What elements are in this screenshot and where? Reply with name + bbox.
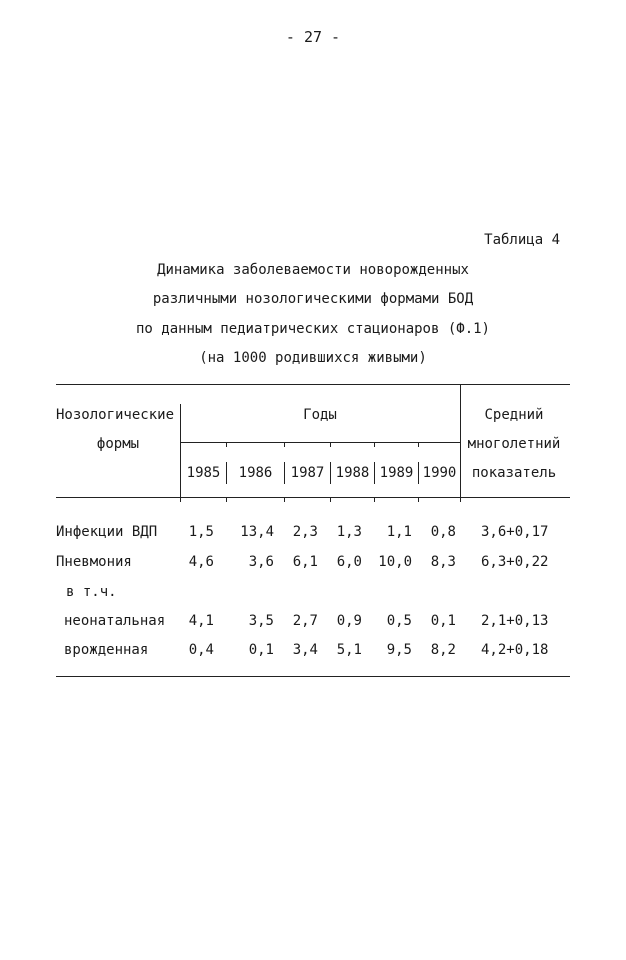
table-cell: 2,7 xyxy=(292,613,318,629)
rule-tick xyxy=(284,442,285,447)
table-cell: 0,1 xyxy=(430,613,456,629)
header-avg-line1: Средний xyxy=(484,407,544,423)
table-title-line-2: различными нозологическими формами БОД xyxy=(152,291,474,307)
table-cell: 2,3 xyxy=(292,524,318,540)
table-cell: 6,1 xyxy=(292,554,318,570)
table-cell: 4,1 xyxy=(188,613,214,629)
header-year: 1990 xyxy=(422,465,457,481)
table-cell: 9,5 xyxy=(386,642,412,658)
header-avg-line3: показатель xyxy=(471,465,557,481)
table-cell: 6,0 xyxy=(336,554,362,570)
table-cell: 1,5 xyxy=(188,524,214,540)
row-average: 2,1+0,13 xyxy=(481,613,549,629)
rule-tick xyxy=(226,442,227,447)
row-average: 3,6+0,17 xyxy=(481,524,549,540)
table-cell: 4,6 xyxy=(188,554,214,570)
header-col1-line2: формы xyxy=(96,436,140,452)
rule-tick xyxy=(180,497,181,502)
row-label: Инфекции ВДП xyxy=(56,524,158,540)
table-cell: 10,0 xyxy=(378,554,412,570)
header-year: 1985 xyxy=(186,465,221,481)
table-cell: 8,3 xyxy=(430,554,456,570)
table-cell: 5,1 xyxy=(336,642,362,658)
header-years-group: Годы xyxy=(303,407,337,423)
page-number: - 27 - xyxy=(285,28,341,46)
row-label: врожденная xyxy=(64,642,149,658)
table-cell: 0,8 xyxy=(430,524,456,540)
header-avg-line2: многолетний xyxy=(467,436,561,452)
rule-tick xyxy=(460,497,461,502)
table-title-line-4: (на 1000 родившихся живыми) xyxy=(199,350,427,366)
row-label: неонатальная xyxy=(64,613,166,629)
header-year: 1986 xyxy=(238,465,273,481)
table-cell: 3,5 xyxy=(248,613,274,629)
header-col1-line1: Нозологические xyxy=(56,407,175,423)
table-cell: 0,9 xyxy=(336,613,362,629)
table-cell: 1,1 xyxy=(386,524,412,540)
rule-tick xyxy=(330,497,331,502)
table-title-line-3: по данным педиатрических стационаров (Ф.1) xyxy=(135,321,490,337)
header-year: 1989 xyxy=(379,465,414,481)
rule-tick xyxy=(374,442,375,447)
header-bottom-rule xyxy=(56,497,570,498)
table-cell: 13,4 xyxy=(240,524,274,540)
table-cell: 8,2 xyxy=(430,642,456,658)
table-cell: 3,4 xyxy=(292,642,318,658)
header-year: 1987 xyxy=(290,465,325,481)
rule-tick xyxy=(374,497,375,502)
table-title-line-1: Динамика заболеваемости новорожденных xyxy=(157,262,469,278)
table-cell: 0,1 xyxy=(248,642,274,658)
rule-tick xyxy=(330,442,331,447)
row-label: Пневмония xyxy=(56,554,132,570)
table-top-rule xyxy=(56,384,570,385)
table-cell: 0,5 xyxy=(386,613,412,629)
table-cell: 1,3 xyxy=(336,524,362,540)
table-cell: 3,6 xyxy=(248,554,274,570)
row-average: 4,2+0,18 xyxy=(481,642,549,658)
table-label: Таблица 4 xyxy=(484,232,560,248)
table-cell: 0,4 xyxy=(188,642,214,658)
rule-tick xyxy=(418,442,419,447)
table-bottom-rule xyxy=(56,676,570,677)
rule-tick xyxy=(418,497,419,502)
rule-tick xyxy=(226,497,227,502)
rule-tick xyxy=(284,497,285,502)
row-label: в т.ч. xyxy=(66,584,117,600)
row-average: 6,3+0,22 xyxy=(481,554,549,570)
header-year: 1988 xyxy=(335,465,370,481)
